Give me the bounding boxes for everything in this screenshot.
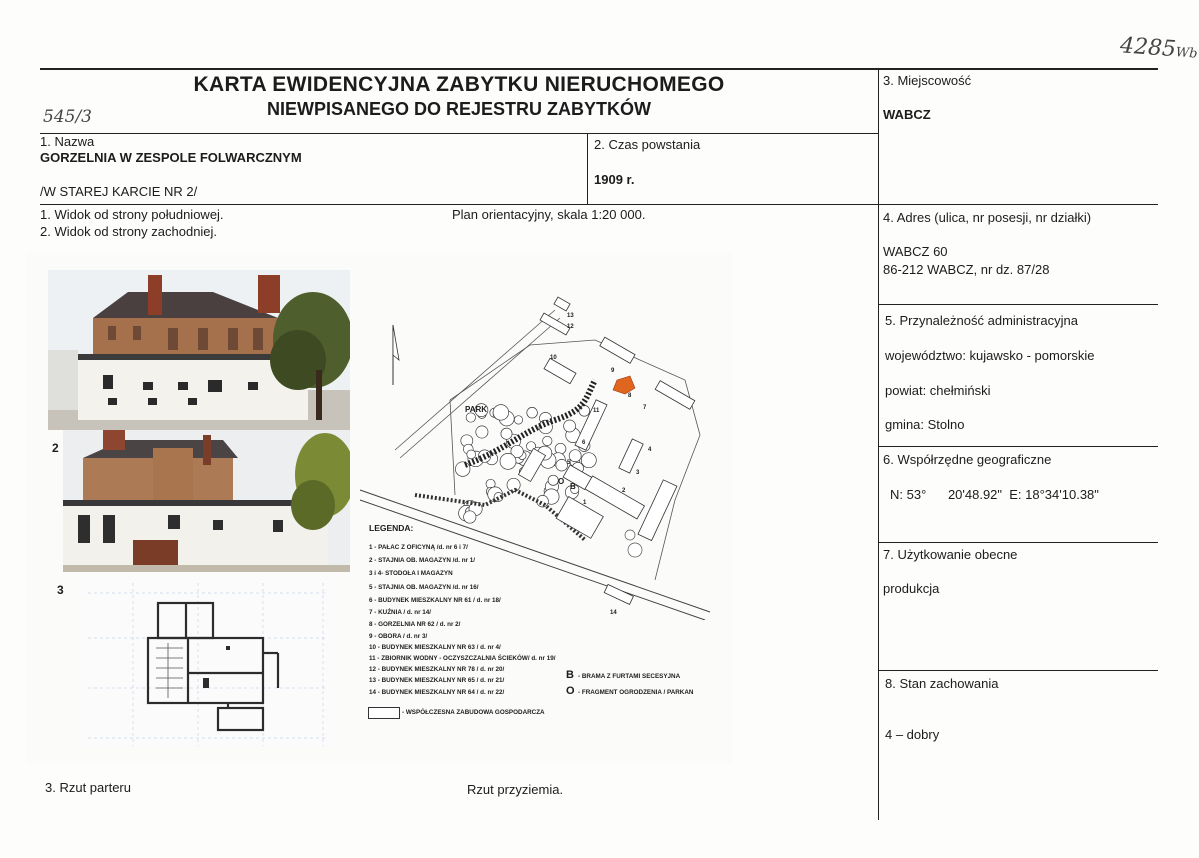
legend-item: 11 - ZBIORNIK WODNY - OCZYSZCZALNIA ŚCIEKÓW/ d. nr 19/ [369,655,556,662]
caption-view1: 1. Widok od strony południowej. [40,207,224,222]
tree-symbol [548,475,558,485]
legend-item: 5 - STAJNIA OB. MAGAZYN /d. nr 16/ [369,584,479,591]
legend-item: 14 - BUDYNEK MIESZKALNY NR 64 / d. nr 22/ [369,689,505,696]
archive-number-sub: Wb [1175,45,1198,62]
field5-bottom-line [878,446,1158,447]
map-marker-b: B [570,482,576,491]
field7-label: 7. Użytkowanie obecne [883,547,1018,562]
tree-symbol [464,511,476,523]
map-number-4: 4 [648,447,652,453]
floor-plan-drawing [78,578,338,748]
field5-wojewodztwo: województwo: kujawsko - pomorskie [885,348,1095,363]
field8-value: 4 – dobry [885,727,940,742]
field7-value: produkcja [883,581,940,596]
field4-address-line2: 86-212 WABCZ, nr dz. 87/28 [883,262,1050,277]
caption-floor-plan: 3. Rzut parteru [45,780,131,795]
tree-symbol [514,416,522,424]
field1-field2-divider [587,133,588,205]
tree-symbol [466,413,475,422]
tree-symbol [581,453,596,468]
frame-top-line [40,68,1158,70]
map-number-14: 14 [610,610,617,616]
legend-item: 8 - GORZELNIA NR 62 / d. nr 2/ [369,621,461,628]
map-number-2: 2 [622,488,626,494]
map-park-label: PARK [465,405,488,414]
map-number-9: 9 [611,368,615,374]
archive-number [1119,33,1198,63]
tree-symbol [501,428,512,439]
legend-box-swatch [368,707,400,719]
tree-symbol [455,462,470,477]
legend-item: 9 - OBORA / d. nr 3/ [369,633,428,640]
legend-item: 7 - KUŹNIA / d. nr 14/ [369,609,432,616]
field6-bottom-line [878,542,1158,543]
field8-label: 8. Stan zachowania [885,676,999,691]
caption-plan: Plan orientacyjny, skala 1:20 000. [452,207,646,222]
tree-symbol [555,443,566,454]
map-number-1: 1 [583,500,587,506]
field5-gmina: gmina: Stolno [885,417,965,432]
field1-note: /W STAREJ KARCIE NR 2/ [40,184,198,199]
field6-label: 6. Współrzędne geograficzne [883,452,1052,467]
legend-box-text: - WSPÓŁCZESNA ZABUDOWA GOSPODARCZA [402,709,545,716]
tree-symbol [543,436,552,445]
card-title: KARTA EWIDENCYJNA ZABYTKU NIERUCHOMEGO [193,73,725,96]
caption-floor-plan-2: Rzut przyziemia. [467,782,564,797]
tree-symbol [569,450,581,462]
tree-symbol [556,459,571,471]
field1-label: 1. Nazwa [40,134,95,149]
tree-symbol [527,407,538,418]
legend-title: LEGENDA: [369,523,414,533]
map-marker-o: O [558,477,565,486]
legend-item: 10 - BUDYNEK MIESZKALNY NR 63 / d. nr 4/ [369,644,501,651]
field3-value: WABCZ [883,107,931,122]
photo3-number: 3 [57,583,64,597]
tree-symbol [507,478,520,491]
field5-label: 5. Przynależność administracyjna [885,313,1078,328]
legend-b-text: - BRAMA Z FURTAMI SECESYJNA [578,673,681,680]
tree-symbol [493,405,509,421]
map-number-12: 12 [567,324,574,330]
legend-item: 3 i 4- STODOŁA I MAGAZYN [369,570,453,577]
tree-symbol [467,450,476,459]
field1-value: GORZELNIA W ZESPOLE FOLWARCZNYM [40,150,302,165]
legend-b-letter: B [566,669,574,681]
map-number-3: 3 [636,470,640,476]
legend-o-text: - FRAGMENT OGRODZENIA / PARKAN [578,689,694,696]
map-number-11: 11 [593,408,600,414]
tree-symbol [476,426,488,438]
gorzelnia-highlight [613,376,635,394]
field7-bottom-line [878,670,1158,671]
field2-label: 2. Czas powstania [594,137,701,152]
photo2-number: 2 [52,441,59,455]
legend-item: 6 - BUDYNEK MIESZKALNY NR 61 / d. nr 18/ [369,597,501,604]
map-number-6: 6 [582,440,586,446]
map-number-13: 13 [567,313,574,319]
field6-coordinates: N: 53° 20'48.92" E: 18°34'10.38" [890,487,1099,502]
tree-symbol [537,495,549,507]
legend-o-letter: O [566,685,575,697]
caption-view2: 2. Widok od strony zachodniej. [40,224,218,239]
photo-west-view [63,430,350,572]
handwritten-id: 545/3 [43,107,92,127]
field4-bottom-line [878,304,1158,305]
photo-south-view [48,270,350,430]
field2-value: 1909 r. [594,172,635,187]
archive-number-main: 4285 [1119,33,1177,63]
name-row-bottom-line [40,204,1158,205]
tree-symbol [564,420,576,432]
field3-label: 3. Miejscowość [883,73,972,88]
legend-item: 13 - BUDYNEK MIESZKALNY NR 65 / d. nr 21/ [369,677,505,684]
tree-symbol [500,453,516,469]
map-number-5: 5 [567,460,571,466]
legend-item: 12 - BUDYNEK MIESZKALNY NR 78 / d. nr 20/ [369,666,505,673]
legend-item: 1 - PAŁAC Z OFICYNĄ /d. nr 6 i 7/ [369,544,468,551]
map-number-10: 10 [550,355,557,361]
map-number-8: 8 [628,393,632,399]
map-number-7: 7 [643,405,647,411]
card-subtitle: NIEWPISANEGO DO REJESTRU ZABYTKÓW [266,99,652,119]
header-bottom-line [40,133,878,134]
legend-item: 2 - STAJNIA OB. MAGAZYN /d. nr 1/ [369,557,476,564]
frame-right-col-divider [878,68,879,820]
field5-powiat: powiat: chełmiński [885,383,991,398]
field4-label: 4. Adres (ulica, nr posesji, nr działki) [883,210,1092,225]
field4-address-line1: WABCZ 60 [883,244,948,259]
